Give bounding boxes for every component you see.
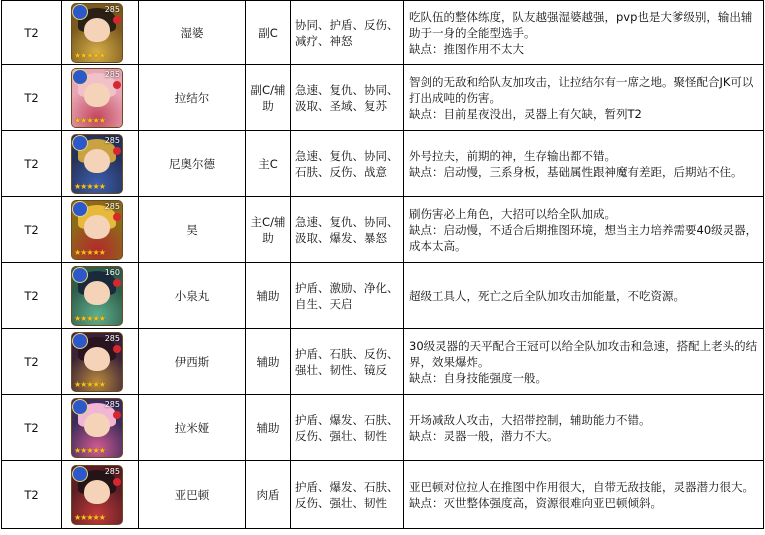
hero-portrait-icon (72, 69, 122, 127)
hero-tier-table (1, 0, 764, 529)
role-line: 辅助 (256, 420, 280, 435)
class-badge-icon (73, 202, 87, 216)
avatar-cell (62, 1, 139, 65)
gem-icon (113, 411, 121, 419)
skill-line: 反伤、强壮、韧性 (295, 495, 387, 510)
avatar-cell (62, 197, 139, 263)
star-rating-icon: ★★★★★ (74, 115, 105, 125)
role-line: 肉盾 (256, 487, 280, 502)
hero-description (404, 197, 764, 263)
description-line: 亚巴顿对位拉人在推图中作用很大，自带无敌技能，灵器潜力很大。 (409, 479, 754, 494)
star-rating-icon: ★★★★★ (74, 379, 105, 389)
hero-role (246, 131, 291, 197)
description-line: 打出成吨的伤害。 (409, 90, 501, 105)
skill-line: 自生、天启 (295, 296, 353, 311)
gem-icon (113, 81, 121, 89)
level-label: 285 (104, 201, 120, 211)
description-line: 缺点：启动慢，三系身板，基础属性跟神魔有差距，后期站不住。 (409, 164, 743, 179)
hero-skills (291, 461, 404, 529)
avatar-cell (62, 329, 139, 395)
description-line: 缺点：启动慢，不适合后期推图环境，想当主力培养需要40级灵器， (409, 222, 758, 237)
skill-line: 汲取、圣域、复苏 (295, 98, 387, 113)
skill-line: 石肤、反伤、战意 (295, 164, 387, 179)
hero-skills (291, 1, 404, 65)
table-row (2, 461, 764, 529)
description-line: 30级灵器的天平配合王冠可以给全队加攻击和急速，搭配上老头的结 (409, 338, 758, 353)
description-line: 超级工具人，死亡之后全队加攻击加能量，不吃资源。 (409, 288, 685, 303)
class-badge-icon (73, 467, 87, 481)
level-label: 285 (104, 69, 120, 79)
description-line: 缺点：灵器一般，潜力不大。 (409, 428, 559, 443)
table-row (2, 197, 764, 263)
skill-line: 协同、护盾、反伤、 (295, 17, 399, 32)
class-badge-icon (73, 268, 87, 282)
hero-role (246, 197, 291, 263)
hero-role (246, 65, 291, 131)
skill-line: 急速、复仇、协同、 (295, 82, 399, 97)
class-badge-icon (73, 136, 87, 150)
role-line: 辅助 (256, 354, 280, 369)
avatar-cell (62, 65, 139, 131)
hero-skills (291, 395, 404, 461)
description-line: 智剑的无敌和给队友加攻击，让拉结尔有一席之地。聚怪配合JK可以 (409, 74, 754, 89)
skill-line: 强壮、韧性、镜反 (295, 362, 387, 377)
description-line: 缺点：推图作用不太大 (409, 41, 524, 56)
hero-portrait-icon (72, 201, 122, 259)
level-label: 285 (104, 333, 120, 343)
description-line: 开场减敌人攻击，大招带控制，辅助能力不错。 (409, 412, 651, 427)
hero-name: 昊 (139, 197, 246, 263)
level-label: 285 (104, 399, 120, 409)
level-label: 285 (104, 4, 120, 14)
description-line: 刷伤害必上角色，大招可以给全队加成。 (409, 206, 616, 221)
table-row (2, 329, 764, 395)
tier-cell: T2 (2, 65, 62, 131)
skill-line: 护盾、爆发、石肤、 (295, 479, 399, 494)
hero-description (404, 65, 764, 131)
gem-icon (113, 279, 121, 287)
role-line: 主C/辅 (250, 214, 286, 229)
description-line: 缺点：灭世整体强度高，资源很难向亚巴顿倾斜。 (409, 495, 662, 510)
hero-role (246, 329, 291, 395)
star-rating-icon: ★★★★★ (74, 313, 105, 323)
tier-cell: T2 (2, 329, 62, 395)
class-badge-icon (73, 400, 87, 414)
class-badge-icon (73, 334, 87, 348)
avatar-cell (62, 131, 139, 197)
description-line: 缺点：目前星夜没出，灵器上有欠缺，暂列T2 (409, 106, 642, 121)
skill-line: 汲取、爆发、暴怒 (295, 230, 387, 245)
star-rating-icon: ★★★★★ (74, 512, 105, 522)
table-row (2, 65, 764, 131)
hero-role (246, 263, 291, 329)
hero-skills (291, 65, 404, 131)
role-line: 助 (262, 98, 274, 113)
role-line: 辅助 (256, 288, 280, 303)
role-line: 副C/辅 (250, 82, 286, 97)
description-line: 吃队伍的整体练度，队友越强湿婆越强，pvp也是大爹级别，输出辅 (409, 9, 753, 24)
description-line: 外号拉夫，前期的神，生存输出都不错。 (409, 148, 616, 163)
hero-skills (291, 263, 404, 329)
hero-description (404, 131, 764, 197)
hero-description (404, 395, 764, 461)
gem-icon (113, 16, 121, 24)
tier-cell: T2 (2, 395, 62, 461)
description-line: 助于一身的全能型选手。 (409, 25, 536, 40)
description-line: 成本太高。 (409, 238, 467, 253)
table-row (2, 1, 764, 65)
hero-name: 拉结尔 (139, 65, 246, 131)
tier-cell: T2 (2, 461, 62, 529)
hero-name: 尼奥尔德 (139, 131, 246, 197)
hero-name: 亚巴顿 (139, 461, 246, 529)
table-row (2, 395, 764, 461)
level-label: 285 (104, 466, 120, 476)
gem-icon (113, 213, 121, 221)
tier-cell: T2 (2, 263, 62, 329)
class-badge-icon (73, 70, 87, 84)
hero-portrait-icon (72, 267, 122, 325)
gem-icon (113, 478, 121, 486)
tier-cell: T2 (2, 131, 62, 197)
avatar-cell (62, 263, 139, 329)
gem-icon (113, 345, 121, 353)
star-rating-icon: ★★★★★ (74, 247, 105, 257)
hero-role (246, 1, 291, 65)
hero-role (246, 395, 291, 461)
avatar-cell (62, 395, 139, 461)
hero-description (404, 461, 764, 529)
class-badge-icon (73, 5, 87, 19)
description-line: 界，效果爆炸。 (409, 354, 490, 369)
description-line: 缺点：自身技能强度一般。 (409, 370, 547, 385)
star-rating-icon: ★★★★★ (74, 445, 105, 455)
level-label: 285 (104, 135, 120, 145)
avatar-cell (62, 461, 139, 529)
hero-description (404, 329, 764, 395)
hero-name: 拉米娅 (139, 395, 246, 461)
skill-line: 急速、复仇、协同、 (295, 148, 399, 163)
hero-portrait-icon (72, 333, 122, 391)
skill-line: 护盾、石肤、反伤、 (295, 346, 399, 361)
hero-portrait-icon (72, 135, 122, 193)
skill-line: 护盾、爆发、石肤、 (295, 412, 399, 427)
hero-name: 伊西斯 (139, 329, 246, 395)
level-label: 160 (104, 267, 120, 277)
hero-description (404, 263, 764, 329)
role-line: 主C (258, 156, 278, 171)
role-line: 助 (262, 230, 274, 245)
hero-portrait-icon (72, 466, 122, 524)
star-rating-icon: ★★★★★ (74, 181, 105, 191)
gem-icon (113, 147, 121, 155)
hero-portrait-icon (72, 4, 122, 62)
hero-skills (291, 329, 404, 395)
hero-name: 小泉丸 (139, 263, 246, 329)
hero-portrait-icon (72, 399, 122, 457)
role-line: 副C (258, 25, 278, 40)
table-row (2, 131, 764, 197)
skill-line: 反伤、强壮、韧性 (295, 428, 387, 443)
skill-line: 减疗、神怒 (295, 33, 353, 48)
hero-skills (291, 131, 404, 197)
hero-skills (291, 197, 404, 263)
hero-description (404, 1, 764, 65)
tier-cell: T2 (2, 1, 62, 65)
tier-cell: T2 (2, 197, 62, 263)
skill-line: 急速、复仇、协同、 (295, 214, 399, 229)
hero-name: 湿婆 (139, 1, 246, 65)
table-row (2, 263, 764, 329)
hero-role (246, 461, 291, 529)
skill-line: 护盾、激励、净化、 (295, 280, 399, 295)
star-rating-icon: ★★★★★ (74, 50, 105, 60)
